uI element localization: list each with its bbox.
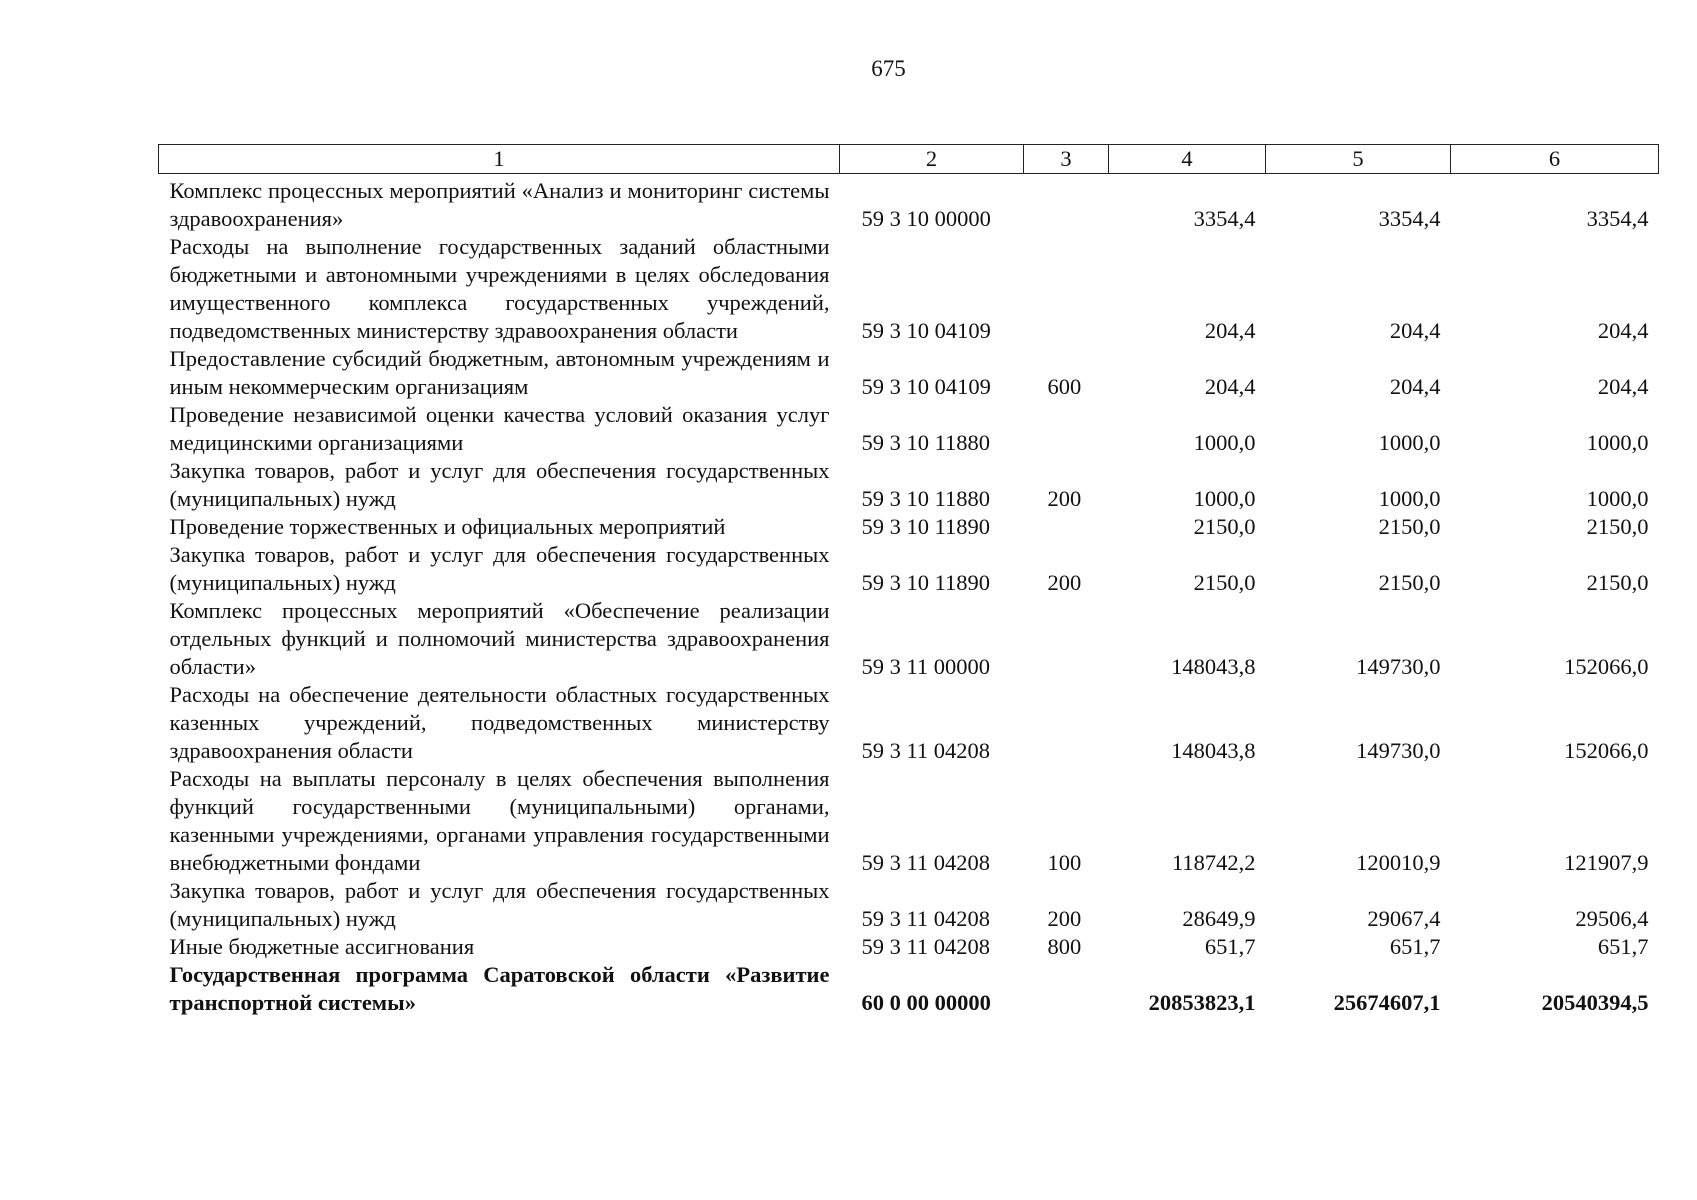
row-value-col5: 120010,9 — [1356, 850, 1441, 875]
table-row — [159, 877, 1659, 933]
row-value-col6: 29506,4 — [1575, 906, 1649, 931]
row-expense-type: 600 — [1047, 374, 1082, 399]
row-expense-type — [1024, 233, 1109, 345]
row-value-col5: 651,7 — [1389, 934, 1441, 959]
row-value-col5: 3354,4 — [1378, 206, 1441, 231]
budget-table — [158, 144, 1659, 1017]
row-name: Комплекс процессных мероприятий «Анализ и мониторинг системы здравоохранения» — [169, 178, 830, 231]
row-value-col5: 204,4 — [1389, 318, 1441, 343]
column-header-6: 6 — [1451, 145, 1659, 174]
row-value-col6: 3354,4 — [1586, 206, 1649, 231]
row-value-col4: 148043,8 — [1171, 738, 1256, 763]
row-code: 59 3 10 04109 — [861, 374, 991, 399]
table-body — [159, 174, 1659, 1018]
row-value-col6: 2150,0 — [1586, 514, 1649, 539]
row-name: Расходы на выплаты персоналу в целях обеспечения выполнения функций государственными (муниципальными) органами, казенными учреждениями, органами управления государственными внебюджетными фондами — [169, 766, 830, 875]
column-header-2: 2 — [840, 145, 1024, 174]
row-expense-type — [1024, 401, 1109, 457]
table-row — [159, 174, 1659, 234]
row-name: Закупка товаров, работ и услуг для обеспечения государственных (муниципальных) нужд — [169, 542, 830, 595]
row-value-col5: 2150,0 — [1378, 514, 1441, 539]
table-row — [159, 961, 1659, 1017]
row-code: 59 3 10 11890 — [861, 514, 991, 539]
row-value-col5: 1000,0 — [1378, 486, 1441, 511]
row-code: 59 3 10 04109 — [861, 318, 991, 343]
row-value-col5: 149730,0 — [1356, 654, 1441, 679]
row-code: 59 3 10 11890 — [861, 570, 991, 595]
row-code: 60 0 00 00000 — [861, 990, 991, 1015]
row-value-col5: 29067,4 — [1367, 906, 1441, 931]
row-code: 59 3 11 04208 — [861, 738, 991, 763]
column-header-3: 3 — [1024, 145, 1109, 174]
table-row — [159, 233, 1659, 345]
row-value-col6: 2150,0 — [1586, 570, 1649, 595]
row-code: 59 3 11 04208 — [861, 850, 991, 875]
row-value-col4: 651,7 — [1204, 934, 1256, 959]
row-value-col4: 204,4 — [1204, 374, 1256, 399]
table-row — [159, 345, 1659, 401]
column-header-4: 4 — [1109, 145, 1266, 174]
table-header-row — [159, 145, 1659, 174]
row-expense-type: 200 — [1047, 570, 1082, 595]
row-code: 59 3 10 00000 — [861, 206, 991, 231]
row-value-col4: 1000,0 — [1193, 486, 1256, 511]
row-name: Закупка товаров, работ и услуг для обеспечения государственных (муниципальных) нужд — [169, 878, 830, 931]
row-expense-type: 100 — [1047, 850, 1082, 875]
table-row — [159, 457, 1659, 513]
row-name: Комплекс процессных мероприятий «Обеспечение реализации отдельных функций и полномочий министерства здравоохранения области» — [169, 598, 830, 679]
row-code: 59 3 10 11880 — [861, 486, 991, 511]
row-value-col4: 118742,2 — [1171, 850, 1256, 875]
row-expense-type: 200 — [1047, 906, 1082, 931]
table-row — [159, 597, 1659, 681]
row-code: 59 3 11 04208 — [861, 906, 991, 931]
table-row — [159, 681, 1659, 765]
row-name: Расходы на обеспечение деятельности областных государственных казенных учреждений, подведомственных министерству здравоохранения области — [169, 682, 830, 763]
row-expense-type — [1024, 513, 1109, 541]
column-header-5: 5 — [1266, 145, 1451, 174]
row-value-col4: 3354,4 — [1193, 206, 1256, 231]
row-value-col6: 204,4 — [1597, 318, 1649, 343]
row-value-col4: 20853823,1 — [1148, 990, 1256, 1015]
row-value-col6: 152066,0 — [1564, 738, 1649, 763]
row-expense-type: 200 — [1047, 486, 1082, 511]
row-value-col5: 1000,0 — [1378, 430, 1441, 455]
row-value-col6: 152066,0 — [1564, 654, 1649, 679]
row-value-col5: 2150,0 — [1378, 570, 1441, 595]
row-value-col6: 651,7 — [1597, 934, 1649, 959]
row-value-col4: 2150,0 — [1193, 514, 1256, 539]
row-name: Проведение торжественных и официальных мероприятий — [169, 514, 726, 539]
row-name: Закупка товаров, работ и услуг для обеспечения государственных (муниципальных) нужд — [169, 458, 830, 511]
row-name: Иные бюджетные ассигнования — [169, 934, 475, 959]
row-value-col5: 204,4 — [1389, 374, 1441, 399]
row-value-col4: 28649,9 — [1182, 906, 1256, 931]
row-value-col6: 121907,9 — [1564, 850, 1649, 875]
row-value-col6: 1000,0 — [1586, 486, 1649, 511]
table-row — [159, 541, 1659, 597]
row-value-col6: 20540394,5 — [1541, 990, 1649, 1015]
row-expense-type — [1024, 597, 1109, 681]
row-expense-type — [1024, 174, 1109, 234]
row-value-col5: 25674607,1 — [1333, 990, 1441, 1015]
row-value-col6: 1000,0 — [1586, 430, 1649, 455]
row-expense-type — [1024, 961, 1109, 1017]
row-code: 59 3 10 11880 — [861, 430, 991, 455]
row-value-col5: 149730,0 — [1356, 738, 1441, 763]
column-header-1: 1 — [159, 145, 840, 174]
row-name: Расходы на выполнение государственных заданий областными бюджетными и автономными учреждениями в целях обследования имущественного комплекса государственных учреждений, подведомственных министерству здравоохранения области — [169, 234, 830, 343]
row-expense-type: 800 — [1047, 934, 1082, 959]
table-row — [159, 933, 1659, 961]
page-number: 675 — [871, 56, 906, 81]
row-value-col4: 204,4 — [1204, 318, 1256, 343]
row-expense-type — [1024, 681, 1109, 765]
row-code: 59 3 11 00000 — [861, 654, 991, 679]
row-value-col4: 1000,0 — [1193, 430, 1256, 455]
row-value-col6: 204,4 — [1597, 374, 1649, 399]
row-name: Проведение независимой оценки качества условий оказания услуг медицинскими организациями — [169, 402, 830, 455]
table-row — [159, 401, 1659, 457]
row-name: Государственная программа Саратовской области «Развитие транспортной системы» — [169, 962, 830, 1015]
row-code: 59 3 11 04208 — [861, 934, 991, 959]
table-row — [159, 513, 1659, 541]
row-value-col4: 148043,8 — [1171, 654, 1256, 679]
table-row — [159, 765, 1659, 877]
row-value-col4: 2150,0 — [1193, 570, 1256, 595]
row-name: Предоставление субсидий бюджетным, автономным учреждениям и иным некоммерческим организациям — [169, 346, 830, 399]
